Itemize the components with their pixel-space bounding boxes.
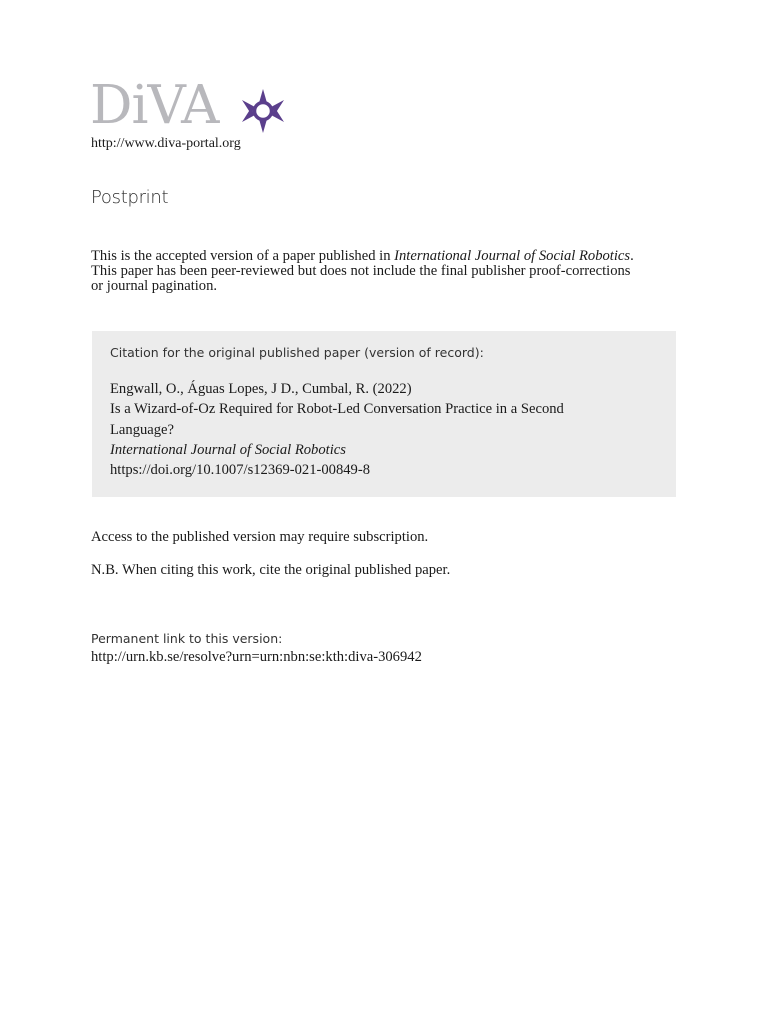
intro-prefix: This is the accepted version of a paper published in (91, 248, 395, 264)
citation-label: Citation for the original published paper (version of record): (110, 345, 484, 360)
intro-line-3: or journal pagination. (91, 278, 218, 295)
star-icon (240, 88, 286, 134)
citation-title-line-2: Language? (110, 421, 175, 438)
intro-journal: International Journal of Social Robotics (394, 248, 631, 264)
diva-logo-text: DiVA (90, 75, 219, 136)
citation-doi[interactable]: https://doi.org/10.1007/s12369-021-00849-8 (110, 462, 370, 479)
citation-box (92, 331, 676, 497)
intro-line-2: This paper has been peer-reviewed but does not include the final publisher proof-corrections (91, 263, 631, 280)
permanent-link-label: Permanent link to this version: (91, 631, 283, 646)
citation-title-line-1: Is a Wizard-of-Oz Required for Robot-Led Conversation Practice in a Second (110, 401, 564, 418)
diva-logo (90, 75, 290, 136)
citation-body (110, 379, 670, 480)
intro-paragraph (91, 249, 691, 295)
access-note: Access to the published version may require subscription. (91, 529, 429, 545)
intro-suffix: . (630, 248, 634, 264)
document-type: Postprint (91, 187, 169, 208)
citation-journal: International Journal of Social Robotics (110, 441, 346, 458)
nb-note: N.B. When citing this work, cite the original published paper. (91, 562, 451, 578)
site-url[interactable]: http://www.diva-portal.org (91, 136, 241, 151)
citation-authors: Engwall, O., Águas Lopes, J D., Cumbal, R. (2022) (110, 381, 412, 397)
permanent-link-url[interactable]: http://urn.kb.se/resolve?urn=urn:nbn:se:kth:diva-306942 (91, 649, 422, 665)
intro-line-1 (91, 249, 691, 264)
